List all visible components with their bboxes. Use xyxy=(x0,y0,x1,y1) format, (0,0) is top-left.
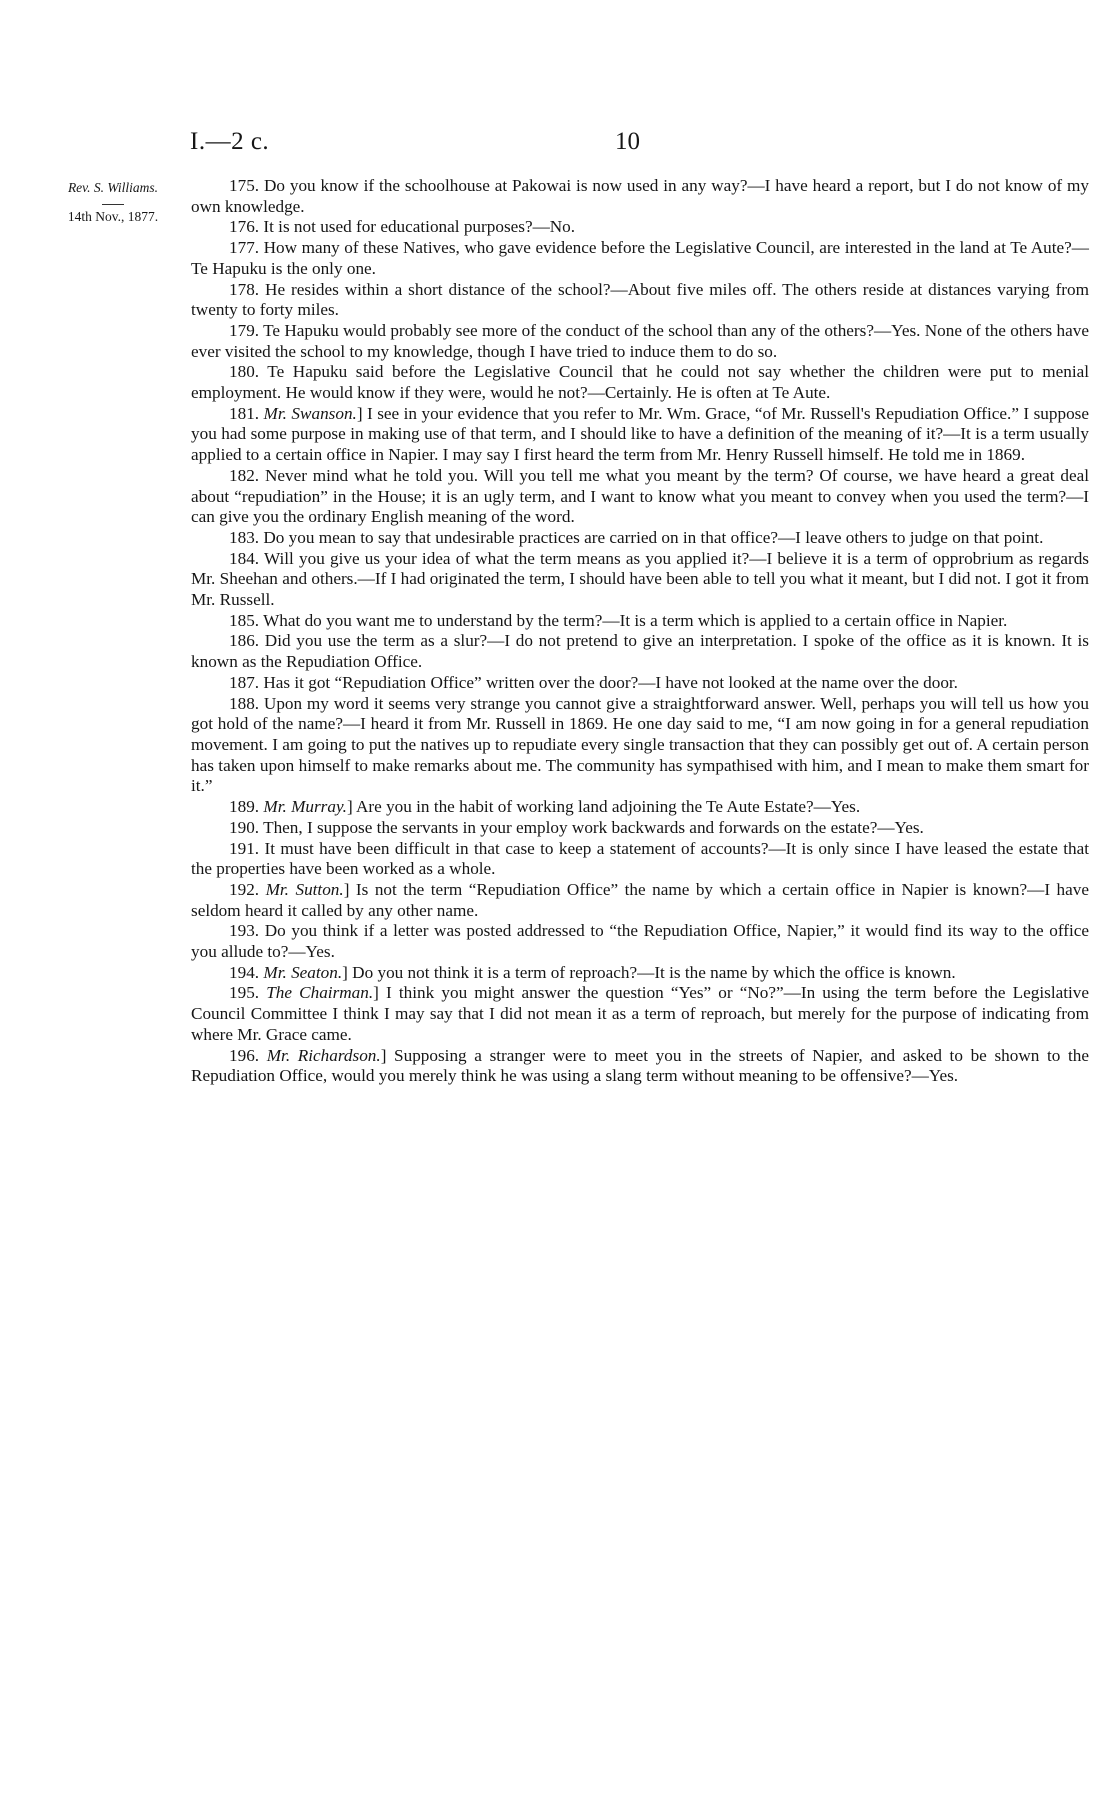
speaker-name: Mr. Seaton. xyxy=(263,962,343,982)
evidence-paragraph: 180. Te Hapuku said before the Legislative Council that he could not say whether the children were put to menial employment. He would know if they were, would he not?—Certainly. He is often at Te Aute. xyxy=(191,362,1089,403)
question-number: 194. xyxy=(229,962,260,982)
evidence-paragraph: 187. Has it got “Repudiation Office” written over the door?—I have not looked at the name over the door. xyxy=(229,672,958,692)
question-number: 196. xyxy=(229,1045,260,1065)
page-number: 10 xyxy=(615,128,640,155)
speaker-name: Mr. Swanson. xyxy=(263,403,357,423)
speaker-name: Mr. Murray. xyxy=(263,797,347,817)
margin-date: 14th Nov., 1877. xyxy=(67,209,159,224)
evidence-paragraph: 179. Te Hapuku would probably see more of the conduct of the school than any of the others?—Yes. None of the others have ever visited the school to my knowledge, though I have tried to induce them to do so. xyxy=(191,320,1089,361)
margin-witness: Rev. S. Williams. xyxy=(67,180,159,195)
margin-divider xyxy=(102,204,124,205)
evidence-paragraph: 185. What do you want me to understand by the term?—It is a term which is applied to a certain office in Napier. xyxy=(229,610,1008,630)
question-number: 195. xyxy=(229,983,260,1003)
document-reference: I.—2 c. xyxy=(190,128,270,155)
evidence-paragraph xyxy=(191,983,1089,1045)
evidence-paragraph xyxy=(191,404,1089,466)
margin-note xyxy=(38,178,188,227)
evidence-paragraph: 176. It is not used for educational purposes?—No. xyxy=(229,217,576,237)
paragraph-text: ] Supposing a stranger were to meet you in the streets of Napier, and asked to be shown to the Repudiation Office, would you merely think he was using a slang term without meaning to be offensive?—Yes. xyxy=(191,1045,1089,1086)
evidence-paragraph xyxy=(191,1046,1089,1087)
evidence-paragraph: 188. Upon my word it seems very strange you cannot give a straightforward answer. Well, perhaps you will tell us how you got hold of the name?—I heard it from Mr. Russell in 1869. He one day said to me, “I am now going in for a general repudiation movement. I am going to put the natives up to repudiate every single transaction that they can possibly get out of. A certain person has taken upon himself to make remarks about me. The community has sympathised with him, and I mean to make them smart for it.” xyxy=(191,693,1089,796)
evidence-paragraph: 191. It must have been difficult in that case to keep a statement of accounts?—It is only since I have leased the estate that the properties have been worked as a whole. xyxy=(191,838,1089,879)
evidence-paragraph xyxy=(191,797,1089,818)
evidence-paragraph: 193. Do you think if a letter was posted addressed to “the Repudiation Office, Napier,” it would find its way to the office you allude to?—Yes. xyxy=(191,921,1089,962)
paragraph-text: ] I think you might answer the question “Yes” or “No?”—In using the term before the Legislative Council Committee I think I may say that I did not mean it as a term of reproach, but merely for the purpose of indicating from where Mr. Grace came. xyxy=(191,983,1090,1044)
evidence-paragraph: 186. Did you use the term as a slur?—I do not pretend to give an interpretation. I spoke of the office as it is known. It is known as the Repudiation Office. xyxy=(191,631,1089,672)
paragraph-text: ] I see in your evidence that you refer to Mr. Wm. Grace, “of Mr. Russell's Repudiation Office.” I suppose you had some purpose in making use of that term, and I should like to have a definition of the meaning of it?—It is a term usually applied to a certain office in Napier. I may say I first heard the term from Mr. Henry Russell himself. He told me in 1869. xyxy=(191,403,1090,465)
paragraph-text: ] Are you in the habit of working land adjoining the Te Aute Estate?—Yes. xyxy=(346,797,861,817)
evidence-paragraph: 183. Do you mean to say that undesirable practices are carried on in that office?—I leave others to judge on that point. xyxy=(229,527,1044,547)
question-number: 181. xyxy=(229,403,260,423)
speaker-name: Mr. Sutton. xyxy=(265,879,344,899)
question-number: 189. xyxy=(229,797,260,817)
evidence-paragraph xyxy=(191,880,1089,921)
question-number: 192. xyxy=(229,879,260,899)
page-header xyxy=(190,128,940,162)
evidence-paragraph xyxy=(191,963,1089,984)
evidence-paragraph: 178. He resides within a short distance of the school?—About five miles off. The others reside at distances varying from twenty to forty miles. xyxy=(191,279,1089,320)
evidence-paragraph: 182. Never mind what he told you. Will you tell me what you meant by the term? Of course, we have heard a great deal about “repudiation” in the House; it is an ugly term, and I want to know what you meant to convey when you used the term?—I can give you the ordinary English meaning of the word. xyxy=(191,465,1089,527)
paragraph-text: ] Do you not think it is a term of reproach?—It is the name by which the office is known. xyxy=(342,962,956,982)
evidence-text xyxy=(191,176,1089,1087)
evidence-paragraph: 177. How many of these Natives, who gave evidence before the Legislative Council, are interested in the land at Te Aute?—Te Hapuku is the only one. xyxy=(191,238,1089,278)
speaker-name: The Chairman. xyxy=(266,983,374,1003)
evidence-paragraph: 184. Will you give us your idea of what the term means as you applied it?—I believe it is a term of opprobrium as regards Mr. Sheehan and others.—If I had originated the term, I should have been able to tell you what it meant, but I did not. I got it from Mr. Russell. xyxy=(191,548,1089,610)
speaker-name: Mr. Richardson. xyxy=(266,1045,381,1065)
evidence-paragraph: 175. Do you know if the schoolhouse at Pakowai is now used in any way?—I have heard a report, but I do not know of my own knowledge. xyxy=(191,176,1089,216)
paragraph-text: ] Is not the term “Repudiation Office” the name by which a certain office in Napier is known?—I have seldom heard it called by any other name. xyxy=(191,879,1089,920)
evidence-paragraph: 190. Then, I suppose the servants in your employ work backwards and forwards on the estate?—Yes. xyxy=(229,817,924,837)
